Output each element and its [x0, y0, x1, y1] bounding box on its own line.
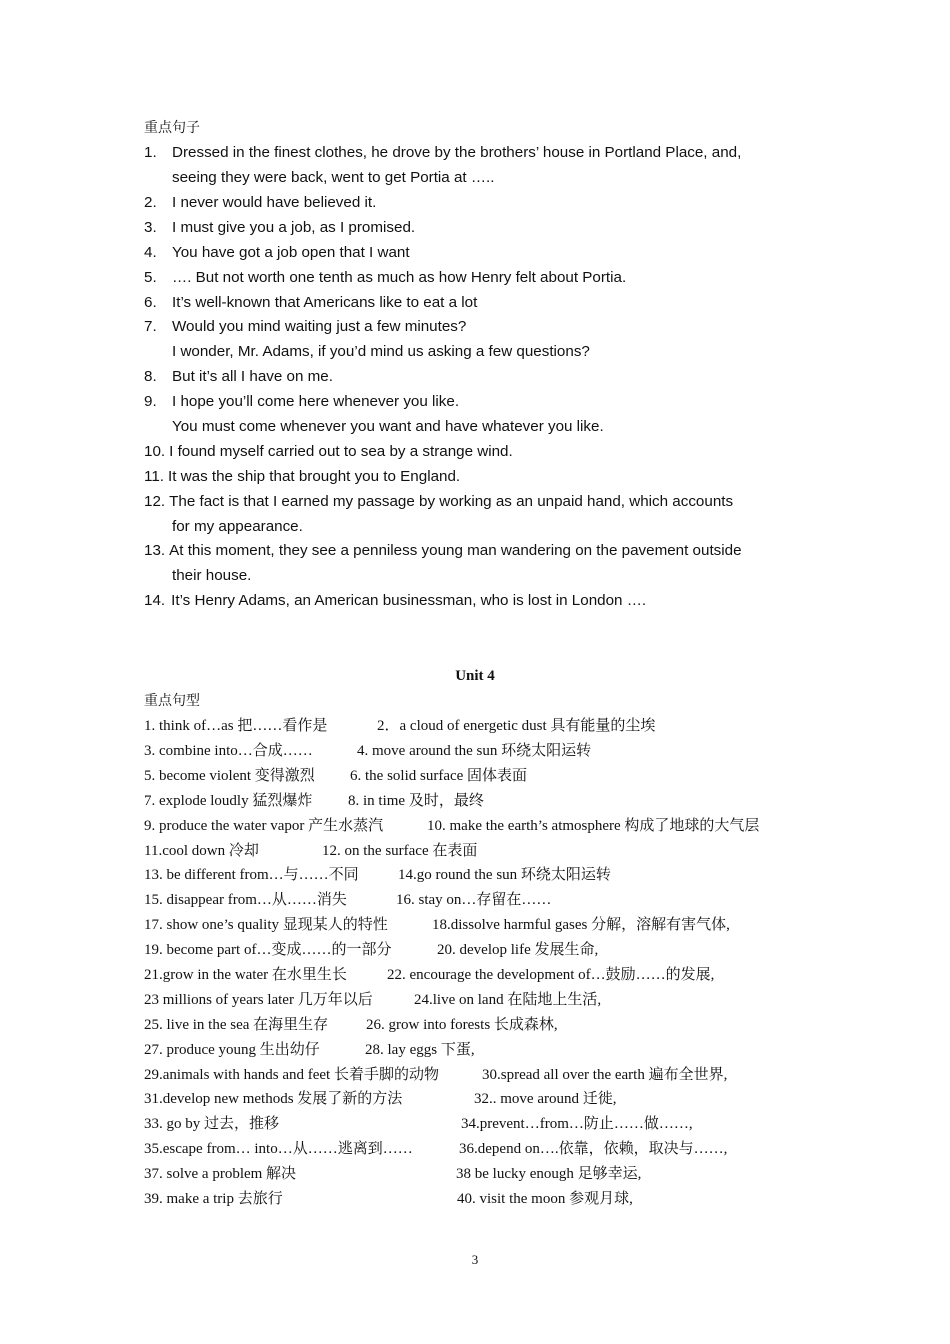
sentence-item: 1. Dressed in the finest clothes, he drove by the brothers’ house in Portland Place, and, — [144, 144, 742, 161]
phrase-item: 4. move around the sun 环绕太阳运转 — [357, 743, 592, 759]
phrase-item: 32.. move around 迁徙, — [474, 1091, 617, 1107]
phrase-item: 31.develop new methods 发展了新的方法 — [144, 1091, 403, 1107]
phrase-item: 6. the solid surface 固体表面 — [350, 768, 528, 784]
phrase-item: 20. develop life 发展生命, — [437, 942, 599, 958]
sentence-continuation: seeing they were back, went to get Portia at ….. — [172, 169, 495, 186]
unit-title: Unit 4 — [455, 668, 495, 684]
phrase-item: 21.grow in the water 在水里生长 — [144, 967, 347, 983]
sentence-item: 5. …. But not worth one tenth as much as how Henry felt about Portia. — [144, 269, 627, 286]
phrase-item: 18.dissolve harmful gases 分解，溶解有害气体, — [432, 917, 730, 933]
sentence-continuation: I wonder, Mr. Adams, if you’d mind us asking a few questions? — [172, 343, 590, 360]
phrase-item: 27. produce young 生出幼仔 — [144, 1042, 320, 1058]
phrase-item: 24.live on land 在陆地上生活, — [414, 992, 602, 1008]
phrase-item: 8. in time 及时，最终 — [348, 793, 484, 809]
phrase-item: 22. encourage the development of…鼓励……的发展, — [387, 967, 715, 983]
phrases-heading: 重点句型 — [144, 693, 200, 709]
phrase-item: 35.escape from… into…从……逃离到…… — [144, 1141, 413, 1157]
sentences-heading: 重点句子 — [144, 120, 200, 136]
sentence-item: 14. It’s Henry Adams, an American businessman, who is lost in London …. — [144, 592, 647, 609]
sentence-item: 3. I must give you a job, as I promised. — [144, 219, 416, 236]
phrase-item: 9. produce the water vapor 产生水蒸汽 — [144, 818, 384, 834]
sentence-item: 4. You have got a job open that I want — [144, 244, 410, 261]
sentence-item: 7. Would you mind waiting just a few minutes? — [144, 318, 467, 335]
sentence-item: 10. I found myself carried out to sea by a strange wind. — [144, 443, 513, 460]
sentence-item: 2. I never would have believed it. — [144, 194, 377, 211]
phrase-item: 28. lay eggs 下蛋, — [365, 1042, 475, 1058]
phrase-item: 33. go by 过去，推移 — [144, 1116, 280, 1132]
phrase-item: 37. solve a problem 解决 — [144, 1166, 297, 1182]
phrase-item: 5. become violent 变得激烈 — [144, 768, 315, 784]
phrase-item: 25. live in the sea 在海里生存 — [144, 1017, 329, 1033]
phrase-item: 23 millions of years later 几万年以后 — [144, 992, 373, 1008]
sentence-item: 11. It was the ship that brought you to England. — [144, 468, 461, 485]
phrase-item: 17. show one’s quality 显现某人的特性 — [144, 917, 388, 933]
sentence-continuation: for my appearance. — [172, 518, 303, 535]
sentence-continuation: their house. — [172, 567, 252, 584]
phrase-item: 29.animals with hands and feet 长着手脚的动物 — [144, 1067, 439, 1083]
sentence-item: 6. It’s well-known that Americans like to eat a lot — [144, 294, 478, 311]
phrase-item: 34.prevent…from…防止……做……, — [461, 1116, 693, 1132]
phrase-item: 36.depend on….依靠，依赖，取决与……, — [459, 1141, 728, 1157]
sentence-item: 13. At this moment, they see a penniless young man wandering on the pavement outside — [144, 542, 742, 559]
phrase-item: 26. grow into forests 长成森林, — [366, 1017, 558, 1033]
phrase-item: 16. stay on…存留在…… — [396, 892, 552, 908]
phrase-item: 11.cool down 冷却 — [144, 843, 259, 859]
sentence-item: 9. I hope you’ll come here whenever you like. — [144, 393, 460, 410]
phrase-item: 12. on the surface 在表面 — [322, 843, 478, 859]
phrase-item: 40. visit the moon 参观月球, — [457, 1191, 633, 1207]
phrase-item: 14.go round the sun 环绕太阳运转 — [398, 867, 611, 883]
phrase-item: 10. make the earth’s atmosphere 构成了地球的大气层 — [427, 818, 760, 834]
page-number: 3 — [471, 1252, 479, 1267]
sentence-continuation: You must come whenever you want and have whatever you like. — [172, 418, 604, 435]
phrase-item: 38 be lucky enough 足够幸运, — [456, 1166, 642, 1182]
phrase-item: 2．a cloud of energetic dust 具有能量的尘埃 — [377, 718, 656, 734]
phrase-item: 7. explode loudly 猛烈爆炸 — [144, 793, 313, 809]
sentence-item: 8. But it’s all I have on me. — [144, 368, 333, 385]
phrase-item: 39. make a trip 去旅行 — [144, 1191, 283, 1207]
sentence-item: 12. The fact is that I earned my passage by working as an unpaid hand, which accounts — [144, 493, 734, 510]
phrase-item: 30.spread all over the earth 遍布全世界, — [482, 1067, 728, 1083]
phrase-item: 19. become part of…变成……的一部分 — [144, 942, 392, 958]
phrase-item: 1. think of…as 把……看作是 — [144, 718, 328, 734]
phrase-item: 15. disappear from…从……消失 — [144, 892, 347, 908]
phrase-item: 3. combine into…合成…… — [144, 743, 313, 759]
phrase-item: 13. be different from…与……不同 — [144, 867, 359, 883]
